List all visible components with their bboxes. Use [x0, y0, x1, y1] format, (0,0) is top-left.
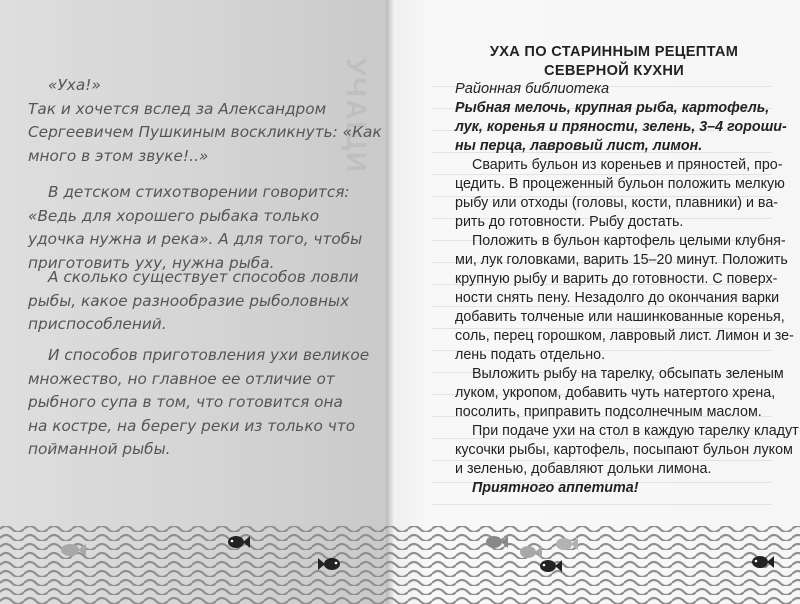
recipe-source: Районная библиотека — [455, 81, 610, 97]
left-line: Сергеевичем Пушкиным воскликнуть: «Как — [28, 123, 382, 142]
closing-wish: Приятного аппетита! — [472, 480, 639, 496]
left-line: Так и хочется вслед за Александром — [28, 99, 327, 118]
left-line: А сколько существует способов ловли — [48, 268, 359, 286]
wave-decoration — [0, 514, 800, 604]
left-line: приготовить уху, нужна рыба. — [28, 253, 275, 272]
ingredients-line: лук, коренья и пряности, зелень, 3–4 гороши- — [455, 119, 787, 135]
step-line: Сварить бульон из кореньев и пряностей, про- — [472, 157, 783, 173]
step-line: добавить толченые или нашинкованные коренья, — [455, 309, 785, 325]
step-line: рить до готовности. Рыбу достать. — [455, 214, 684, 230]
left-line: рыбного супа в том, что готовится она — [28, 393, 343, 412]
step-line: лень подать отдельно. — [455, 347, 606, 363]
step-line: ми, лук головками, варить 15–20 минут. Положить — [455, 252, 788, 268]
step-line: Положить в бульон картофель целыми клубня- — [472, 233, 786, 249]
step-line: луком, укропом, добавить чуть натертого хрена, — [455, 385, 776, 401]
step-line: и зеленью, добавляют дольки лимона. — [455, 461, 712, 477]
step-line: соль, перец горошком, лавровый лист. Лимон и зе- — [455, 328, 794, 344]
step-line: При подаче ухи на стол в каждую тарелку кладут — [472, 423, 799, 439]
wave-pattern — [0, 526, 800, 604]
recipe-title-line-2: СЕВЕРНОЙ КУХНИ — [543, 63, 685, 79]
step-line: ности снять пену. Незадолго до окончания варки — [455, 290, 780, 306]
left-line: «Ведь для хорошего рыбака только — [28, 206, 320, 225]
ingredients-line: Рыбная мелочь, крупная рыба, картофель, — [455, 100, 770, 116]
left-line: «Уха!» — [48, 76, 101, 94]
ghost-bleedthrough-text: УЧАЩИ — [341, 58, 372, 174]
left-line: удочка нужна и река». А для того, чтобы — [28, 230, 363, 249]
left-line: пойманной рыбы. — [28, 440, 171, 459]
left-line: множество, но главное ее отличие от — [28, 369, 335, 388]
left-line: много в этом звуке!..» — [28, 146, 209, 165]
step-line: Выложить рыбу на тарелку, обсыпать зеленым — [472, 366, 784, 382]
step-line: посолить, приправить подсолнечным маслом. — [455, 404, 762, 420]
step-line: цедить. В процеженный бульон положить мелкую — [455, 176, 785, 192]
left-line: на костре, на берегу реки из только что — [28, 416, 356, 435]
step-line: крупную рыбу и варить до готовности. С поверх- — [455, 271, 778, 287]
recipe-title-line-1: УХА ПО СТАРИННЫМ РЕЦЕПТАМ — [489, 44, 739, 60]
left-line: приспособлений. — [28, 315, 167, 334]
ingredients-line: ны перца, лавровый лист, лимон. — [455, 138, 703, 154]
left-line: В детском стихотворении говорится: — [48, 183, 350, 201]
step-line: кусочки рыбы, картофель, посыпают бульон луком — [455, 442, 793, 458]
left-line: И способов приготовления ухи великое — [48, 346, 370, 364]
left-line: рыбы, какое разнообразие рыболовных — [28, 291, 350, 310]
step-line: рыбу или отходы (головы, кости, плавники) и ва- — [455, 195, 779, 211]
